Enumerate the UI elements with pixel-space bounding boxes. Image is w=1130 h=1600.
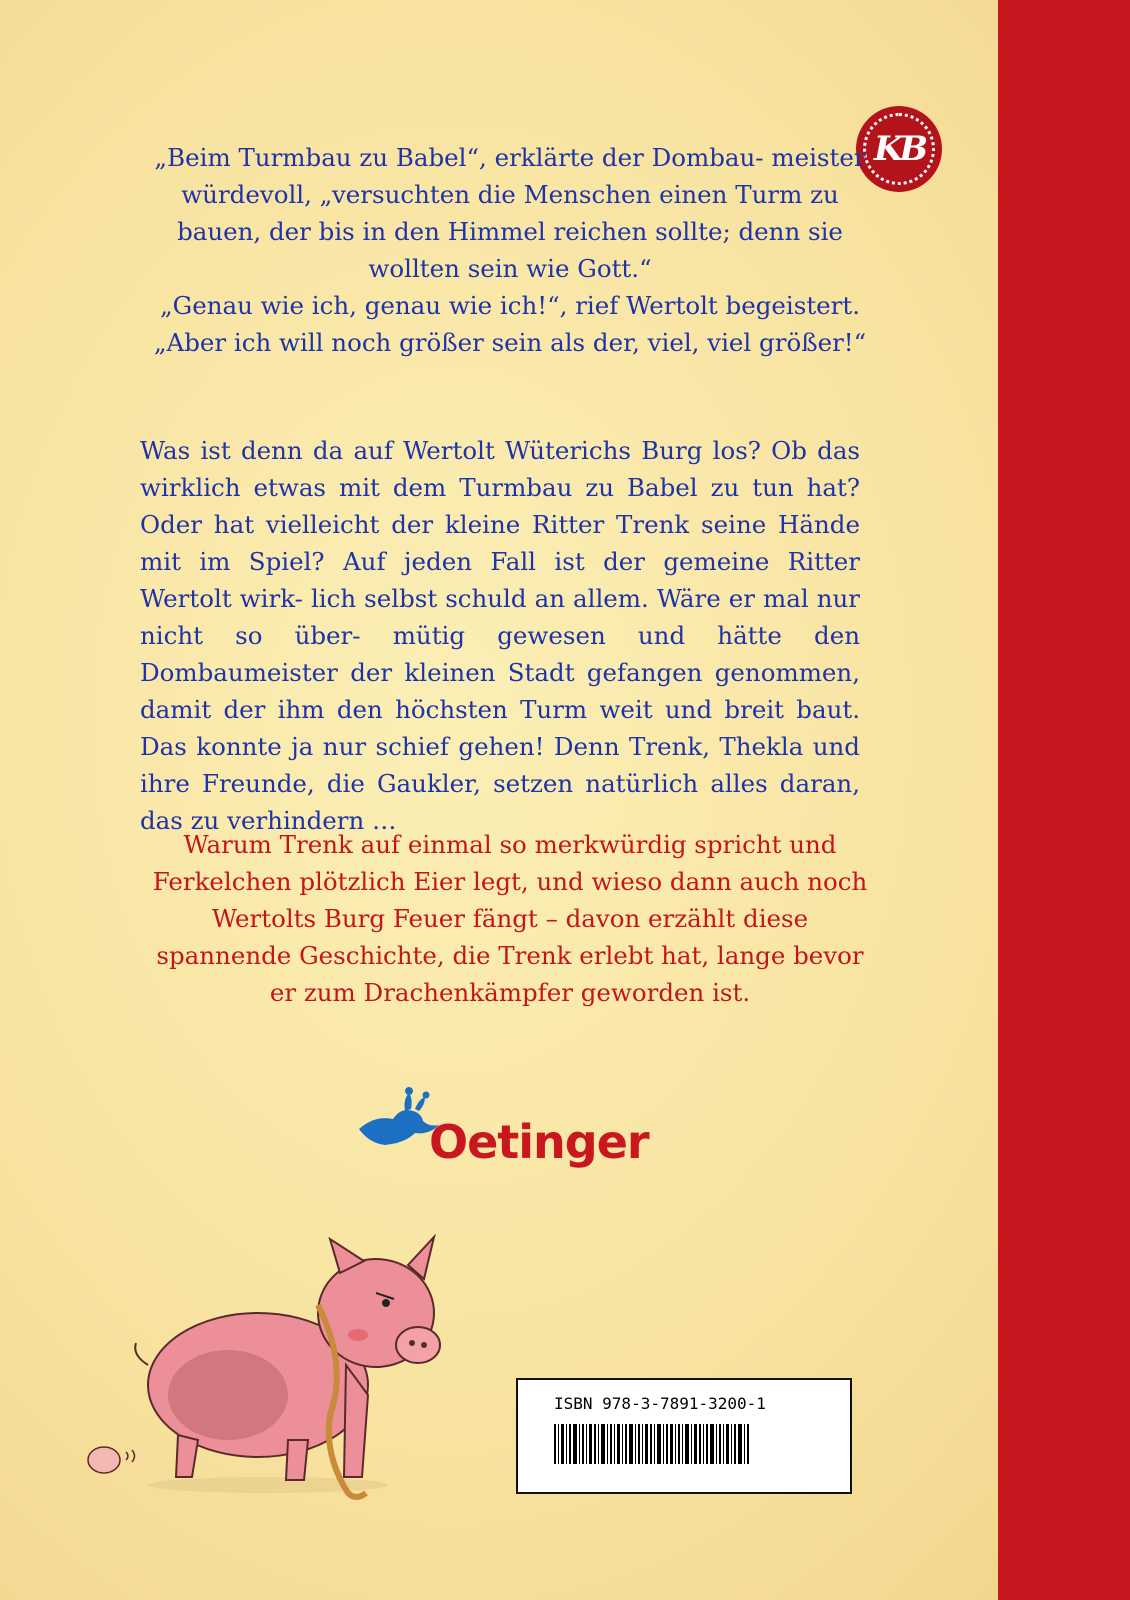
kb-badge-ring [863, 113, 935, 185]
teaser-text: Warum Trenk auf einmal so merkwürdig spricht und Ferkelchen plötzlich Eier legt, und wieso dann auch noch Wertolts Burg Feuer fängt – davon erzählt diese spannende Geschichte, die Trenk erlebt hat, lange bevor er zum Drachenkämpfer geworden ist. [152, 830, 868, 1007]
quote-paragraph-1: „Beim Turmbau zu Babel“, erklärte der Dombau- meister würdevoll, „versuchten die Menschen einen Turm zu bauen, der bis in den Himmel reichen sollte; denn sie wollten sein wie Gott.“ [154, 143, 866, 283]
blurb-block [140, 432, 860, 839]
quote-block [150, 139, 870, 361]
book-spine [998, 0, 1130, 1600]
publisher-name: Oetinger [429, 1115, 649, 1169]
isbn-text: ISBN 978-3-7891-3200-1 [554, 1394, 766, 1413]
teaser-block [150, 826, 870, 1011]
quote-paragraph-2: „Genau wie ich, genau wie ich!“, rief Wertolt begeistert. „Aber ich will noch größer sein als der, viel, viel größer!“ [153, 291, 867, 357]
barcode-icon [554, 1424, 754, 1464]
pig-with-rope-icon [118, 1215, 458, 1505]
isbn-barcode-box [516, 1378, 852, 1494]
blurb-text: Was ist denn da auf Wertolt Wüterichs Burg los? Ob das wirklich etwas mit dem Turmbau zu Babel zu tun hat? Oder hat vielleicht der kleine Ritter Trenk seine Hände mit im Spiel? Auf jeden Fall ist der gemeine Ritter Wertolt wirk- lich selbst schuld an allem. Wäre er mal nur nicht so über- mütig gewesen und hätte den Dombaumeister der kleinen Stadt gefangen genommen, damit der ihm den höchsten Turm weit und breit baut. Das konnte ja nur schief gehen! Denn Trenk, Thekla und ihre Freunde, die Gaukler, setzen natürlich alles daran, das zu verhindern … [140, 436, 860, 835]
egg-icon [82, 1442, 142, 1478]
kb-badge-text: KB [873, 129, 925, 169]
publisher-logo [355, 1085, 655, 1175]
